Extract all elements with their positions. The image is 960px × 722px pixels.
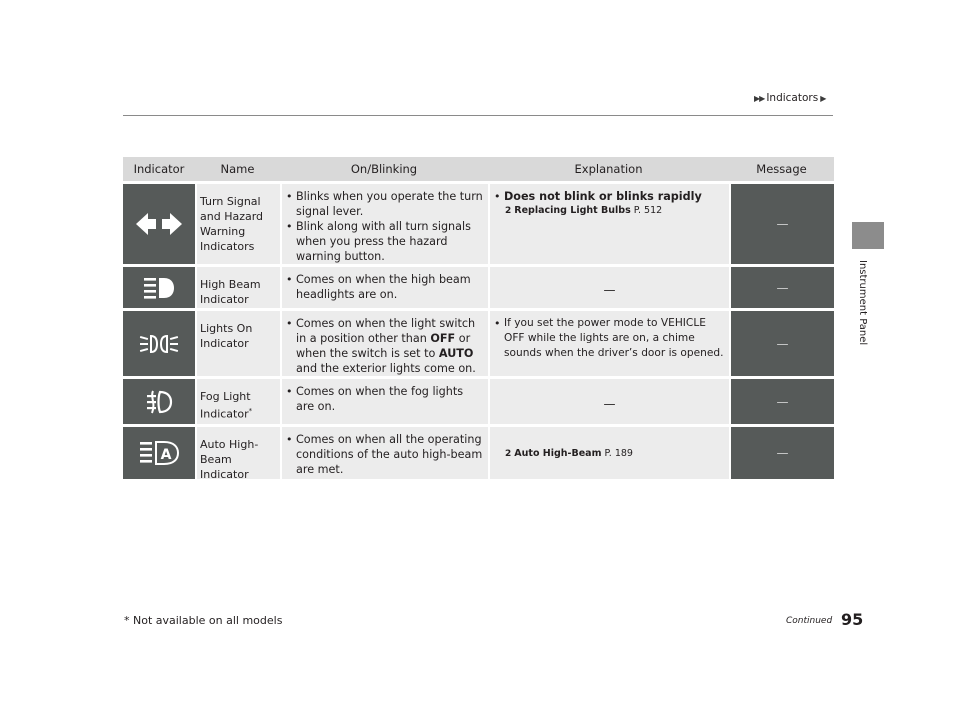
list-item: • Blinks when you operate the turn signal lever. <box>286 190 483 218</box>
on-text-part: or when the switch is set to <box>296 332 471 360</box>
high-beam-icon <box>123 267 195 308</box>
section-tab <box>852 222 884 249</box>
on-blinking-cell <box>282 311 488 376</box>
header-rule <box>123 115 833 116</box>
indicator-table <box>123 157 834 479</box>
column-header-explanation: Explanation <box>574 162 643 176</box>
auto-high-beam-icon <box>123 427 195 479</box>
on-text: Comes on when the fog lights are on. <box>296 385 464 413</box>
indicator-name: Auto High-Beam Indicator <box>197 427 280 479</box>
table-row <box>123 184 834 264</box>
breadcrumb-label: Indicators <box>766 92 819 104</box>
on-text-bold: AUTO <box>438 347 474 360</box>
on-text: Blinks when you operate the turn signal lever. <box>296 190 483 218</box>
list-item: • If you set the power mode to VEHICLE OFF while the lights are on, a chime sounds when the driver’s door is opened. <box>494 317 724 359</box>
table-header <box>123 157 834 181</box>
explanation-cell <box>490 311 729 376</box>
table-row <box>123 267 834 308</box>
ref-mark: 2 <box>505 449 512 459</box>
explanation-bold: Does not blink or blinks rapidly <box>504 190 702 203</box>
message-cell: — <box>731 267 834 308</box>
breadcrumb-arrow-icon: ▶ <box>820 93 826 103</box>
on-blinking-cell <box>282 379 488 424</box>
indicator-name: High Beam Indicator <box>197 267 280 308</box>
ref-title: Auto High-Beam <box>514 448 602 459</box>
message-cell: — <box>731 427 834 479</box>
indicator-name <box>197 379 280 424</box>
ref-mark: 2 <box>505 206 512 216</box>
ref-page: P. 189 <box>604 448 633 459</box>
on-text: Comes on when all the operating conditions of the auto high-beam are met. <box>296 433 483 476</box>
column-header-on-blinking: On/Blinking <box>350 162 418 176</box>
message-cell: — <box>731 311 834 376</box>
section-label-wrap <box>855 260 871 390</box>
column-header-indicator: Indicator <box>133 162 185 176</box>
indicator-name-text: Fog Light Indicator <box>200 390 251 421</box>
on-text <box>296 316 484 376</box>
on-text-part: Comes on when the light switch in a position other than <box>296 317 476 345</box>
list-item: • Comes on when all the operating conditions of the auto high-beam are met. <box>286 433 483 476</box>
cross-reference-link[interactable] <box>494 204 725 218</box>
on-blinking-cell <box>282 184 488 264</box>
message-cell: — <box>731 184 834 264</box>
on-text: Comes on when the high beam headlights are on. <box>296 273 471 301</box>
cross-reference-link[interactable] <box>494 447 725 461</box>
breadcrumb <box>754 92 825 104</box>
on-text-part: and the exterior lights come on. <box>296 362 476 375</box>
on-blinking-cell <box>282 427 488 479</box>
list-item: • Comes on when the light switch in a position other than OFF or when the switch is set to AUTO and the exterior lights come on. <box>286 316 484 376</box>
column-header-name: Name <box>220 162 255 176</box>
on-text: Blink along with all turn signals when you press the hazard warning button. <box>296 220 471 263</box>
explanation-text: If you set the power mode to VEHICLE OFF while the lights are on, a chime sounds when the driver’s door is opened. <box>504 317 724 359</box>
fog-light-icon <box>123 379 195 424</box>
on-blinking-cell <box>282 267 488 308</box>
explanation-cell <box>490 184 729 264</box>
message-cell: — <box>731 379 834 424</box>
explanation-cell: — <box>490 267 729 308</box>
svg-text:A: A <box>160 447 172 463</box>
column-header-message: Message <box>756 162 807 176</box>
lights-on-icon <box>123 311 195 376</box>
table-row <box>123 311 834 376</box>
breadcrumb-arrows-icon: ▶▶ <box>754 93 765 103</box>
list-item: • Does not blink or blinks rapidly <box>494 190 702 203</box>
table-row <box>123 379 834 424</box>
list-item: • Comes on when the fog lights are on. <box>286 384 484 414</box>
list-item: • Comes on when the high beam headlights are on. <box>286 272 484 302</box>
footnote-mark: * <box>248 407 253 415</box>
indicator-name: Lights On Indicator <box>197 311 280 376</box>
explanation-cell <box>490 427 729 479</box>
ref-page: P. 512 <box>633 205 663 216</box>
explanation-cell: — <box>490 379 729 424</box>
table-row <box>123 427 834 479</box>
continued-label: Continued <box>786 616 833 626</box>
ref-title: Replacing Light Bulbs <box>514 205 631 216</box>
turn-signal-arrows-icon <box>123 184 195 264</box>
section-label: Instrument Panel <box>857 260 868 346</box>
on-text-bold: OFF <box>430 332 456 345</box>
page-number: 95 <box>841 610 864 629</box>
list-item: • Blink along with all turn signals when you press the hazard warning button. <box>286 219 484 264</box>
indicator-name: Turn Signal and Hazard Warning Indicators <box>197 184 280 264</box>
footnote: * Not available on all models <box>124 614 283 627</box>
